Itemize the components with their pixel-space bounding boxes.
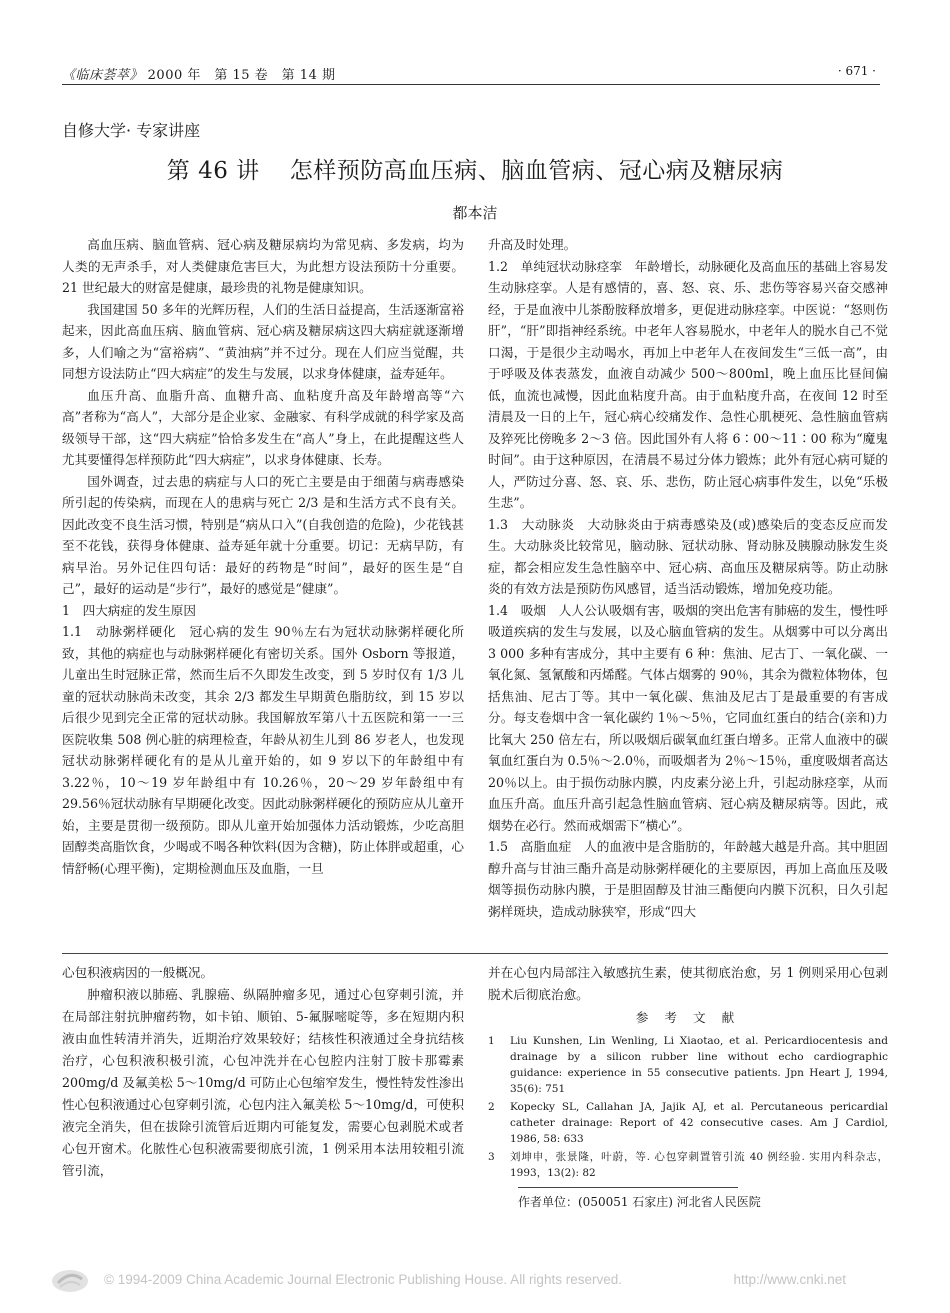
page-number: · 671 · [837,64,876,78]
paragraph: 1.1 动脉粥样硬化 冠心病的发生 90％左右为冠状动脉粥样硬化所致，其他的病症也与动脉粥样硬化有密切关系。国外 Osborn 等报道，儿童出生时冠脉正常，然而生后不久即发生改变，到 5 岁时仅有 1/3 儿童的冠状动脉尚未改变，其余 2/3 都发生早期黄色脂肪纹，到 15 岁以后很少见到完全正常的冠状动脉。我国解放军第八十五医院和第一一三医院收集 508 例心脏的病理检查，年龄从初生儿到 86 岁老人，也发现冠状动脉粥样硬化有的是从儿童开始的，如 9 岁以下的年龄组中有 3.22％，10～19 岁年龄组中有 10.26％，20～29 岁年龄组中有 29.56％冠状动脉有早期硬化改变。因此动脉粥样硬化的预防应从儿童开始，主要是贯彻一级预防。即从儿童开始加强体力活动锻炼，少吃高胆固醇类高脂饮食，少喝或不喝各种饮料(因为含糖)，防止体胖或超重，心情舒畅(心理平衡)，定期检测血压及血脂，一旦 [62,624,464,876]
article-column-right-text [488,962,888,1005]
reference-item [488,1099,888,1147]
section-divider [62,953,888,954]
paragraph: 1.2 单纯冠状动脉痉挛 年龄增长，动脉硬化及高血压的基础上容易发生动脉痉挛。人是有感情的，喜、怒、哀、乐、悲伤等容易兴奋交感神经，于是血液中儿茶酚胺释放增多，更促进动脉痉挛。中医说：“怒则伤肝”，“肝”即指神经系统。中老年人容易脱水，中老年人的脱水自己不觉口渴，于是很少主动喝水，再加上中老年人在夜间发生“三低一高”，由于呼吸及体表蒸发，血液自动减少 500～800ml，晚上血压比昼间偏低，血流也减慢，因此血粘度升高。由于血粘度升高，在夜间 12 时至清晨及一日的上午，冠心病心绞痛发作、急性心肌梗死、急性脑血管病及猝死比傍晚多 2～3 倍。因此国外有人将 6∶00～11∶00 称为“魔鬼时间”。由于这种原因，在清晨不易过分体力锻炼；此外有冠心病可疑的人，严防过分喜、怒、哀、乐、悲伤，防止冠心病事件发生，以免“乐极生悲”。 [488,258,888,510]
cnki-logo-icon [50,1268,90,1294]
paragraph: 我国建国 50 多年的光辉历程，人们的生活日益提高，生活逐渐富裕起来，因此高血压病、脑血管病、冠心病及糖尿病这四大病症就逐渐增多，人们喻之为“富裕病”、“黄油病”并不过分。现在人们应当觉醒，共同想方设法防止“四大病症”的发生与发展，以求身体健康，益寿延年。 [62,301,464,381]
paragraph: 1.5 高脂血症 人的血液中是含脂肪的，年龄越大越是升高。其中胆固醇升高与甘油三酯升高是动脉粥样硬化的主要原因，再加上高血压及吸烟等损伤动脉内膜，于是胆固醇及甘油三酯便向内膜下沉积，日久引起粥样斑块，造成动脉狭窄，形成“四大 [488,839,888,919]
article-column-right [488,962,888,1213]
header-rule [62,84,880,85]
paragraph: 血压升高、血脂升高、血糖升高、血粘度升高及年龄增高等“六高”者称为“高人”，大部分是企业家、金融家、有科学成就的科学家及高级领导干部，这“四大病症”恰恰多发生在“高人”身上，在此提醒这些人尤其要懂得怎样预防此“四大病症”，以求身体健康、长寿。 [62,387,464,467]
journal-issue: 2000 年 第 15 卷 第 14 期 [143,68,336,83]
journal-name: 《临床荟萃》 [62,68,144,83]
copyright-text: © 1994-2009 China Academic Journal Electronic Publishing House. All rights reserved. [104,1272,622,1287]
cnki-url[interactable]: http://www.cnki.net [733,1272,846,1287]
paragraph: 肿瘤积液以肺癌、乳腺癌、纵隔肿瘤多见，通过心包穿刺引流，并在局部注射抗肿瘤药物，如卡铂、顺铂、5-氟脲嘧啶等，多在短期内积液由血性转清并消失，近期治疗效果较好；结核性积液通过全身抗结核治疗，心包积液积极引流，心包冲洗并在心包腔内注射丁胺卡那霉素 200mg/d 及氟美松 5～10mg/d 可防止心包缩窄发生，慢性特发性渗出性心包积液通过心包穿刺引流，心包内注入氟美松 5～10mg/d，可使积液完全消失，但在拔除引流管后近期内可能复发，需要心包剥脱术或者心包开窗术。化脓性心包积液需要彻底引流，1 例采用本法用较粗引流管引流， [62,987,464,1178]
paragraph: 1.3 大动脉炎 大动脉炎由于病毒感染及(或)感染后的变态反应而发生。大动脉炎比较常见，脑动脉、冠状动脉、肾动脉及胰腺动脉发生炎症，都会相应发生急性脑卒中、冠心病、高血压及糖尿病等。防止动脉炎的有效方法是预防伤风感冒，适当活动锻炼，增加免疫功能。 [488,516,888,596]
paragraph: 1.4 吸烟 人人公认吸烟有害，吸烟的突出危害有肺癌的发生，慢性呼吸道疾病的发生与发展，以及心脑血管病的发生。从烟雾中可以分离出 3 000 多种有害成分，其中主要有 6 种：焦油、尼古丁、一氧化碳、一氧化氮、氢氰酸和丙烯醛。气体占烟雾的 90％，其余为微粒体物体，包括焦油、尼古丁等。其中一氧化碳、焦油及尼古丁是最重要的有害成分。每支卷烟中含一氧化碳约 1％～5％，它同血红蛋白的结合(亲和)力比氧大 250 倍左右，所以吸烟后碳氧血红蛋白增多。正常人血液中的碳氧血红蛋白为 0.5％～2.0％，而吸烟者为 2％～15％，重度吸烟者高达 20％以上。由于损伤动脉内膜，内皮素分泌上升，引起动脉痉挛，从而血压升高。血压升高引起急性脑血管病、冠心病及糖尿病等。因此，戒烟势在必行。然而戒烟需下“横心”。 [488,602,888,833]
reference-item [488,1033,888,1097]
footer [50,1268,910,1294]
reference-number: 1 [488,1034,495,1047]
references-title: 参 考 文 献 [635,1010,741,1025]
running-header [62,64,335,83]
reference-item [488,1149,888,1181]
title-main: 怎样预防高血压病、脑血管病、冠心病及糖尿病 [289,158,784,184]
author-affiliation: 作者单位：(050051 石家庄) 河北省人民医院 [518,1194,761,1209]
paragraph: 国外调查，过去患的病症与人口的死亡主要是由于细菌与病毒感染所引起的传染病，而现在人的患病与死亡 2/3 是和生活方式不良有关。因此改变不良生活习惯，特别是“病从口入”(自我创造的危险)，少花钱甚至不花钱，获得身体健康、益寿延年就十分重要。切记：无病早防，有病早治。另外记住四句话：最好的药物是“时间”，最好的医生是“自己”，最好的运动是“步行”，最好的感觉是“健康”。 [62,473,464,596]
paragraph: 1 四大病症的发生原因 [62,602,196,618]
paragraph: 高血压病、脑血管病、冠心病及糖尿病均为常见病、多发病，均为人类的无声杀手，对人类健康危害巨大，为此想方设法预防十分重要。21 世纪最大的财富是健康，最珍贵的礼物是健康知识。 [62,237,464,295]
paragraph: 并在心包内局部注入敏感抗生素，使其彻底治愈，另 1 例则采用心包剥脱术后彻底治愈。 [488,965,888,1002]
series-title: 自修大学· 专家讲座 [62,121,201,140]
paragraph: 升高及时处理。 [488,237,577,252]
paragraph: 心包积液病因的一般概况。 [62,965,214,980]
references-list [488,1033,888,1181]
lecture-number: 第 46 讲 [166,158,260,184]
body-column-left [62,234,464,879]
article-column-left [62,962,464,1182]
reference-text: Liu Kunshen, Lin Wenling, Li Xiaotao, et al. Pericardiocentesis and drainage by a silicon rubber line without echo cardiographic guidance: experience in 55 consecutive patients. Jpn Heart J, 1994, 35(6): 751 [510,1034,888,1095]
author: 都本洁 [452,204,498,222]
article-title [0,152,950,185]
affiliation-rule [518,1187,738,1188]
body-column-right [488,234,888,922]
reference-number: 3 [488,1150,495,1163]
reference-text: 刘坤申，张景隆，叶蔚，等. 心包穿刺置管引流 40 例经验. 实用内科杂志，1993，13(2): 82 [510,1150,888,1179]
reference-number: 2 [488,1100,495,1113]
reference-text: Kopecky SL, Callahan JA, Jajik AJ, et al. Percutaneous pericardial catheter drainage: Report of 42 consecutive cases. Am J Cardiol, 1986, 58: 633 [510,1100,888,1145]
